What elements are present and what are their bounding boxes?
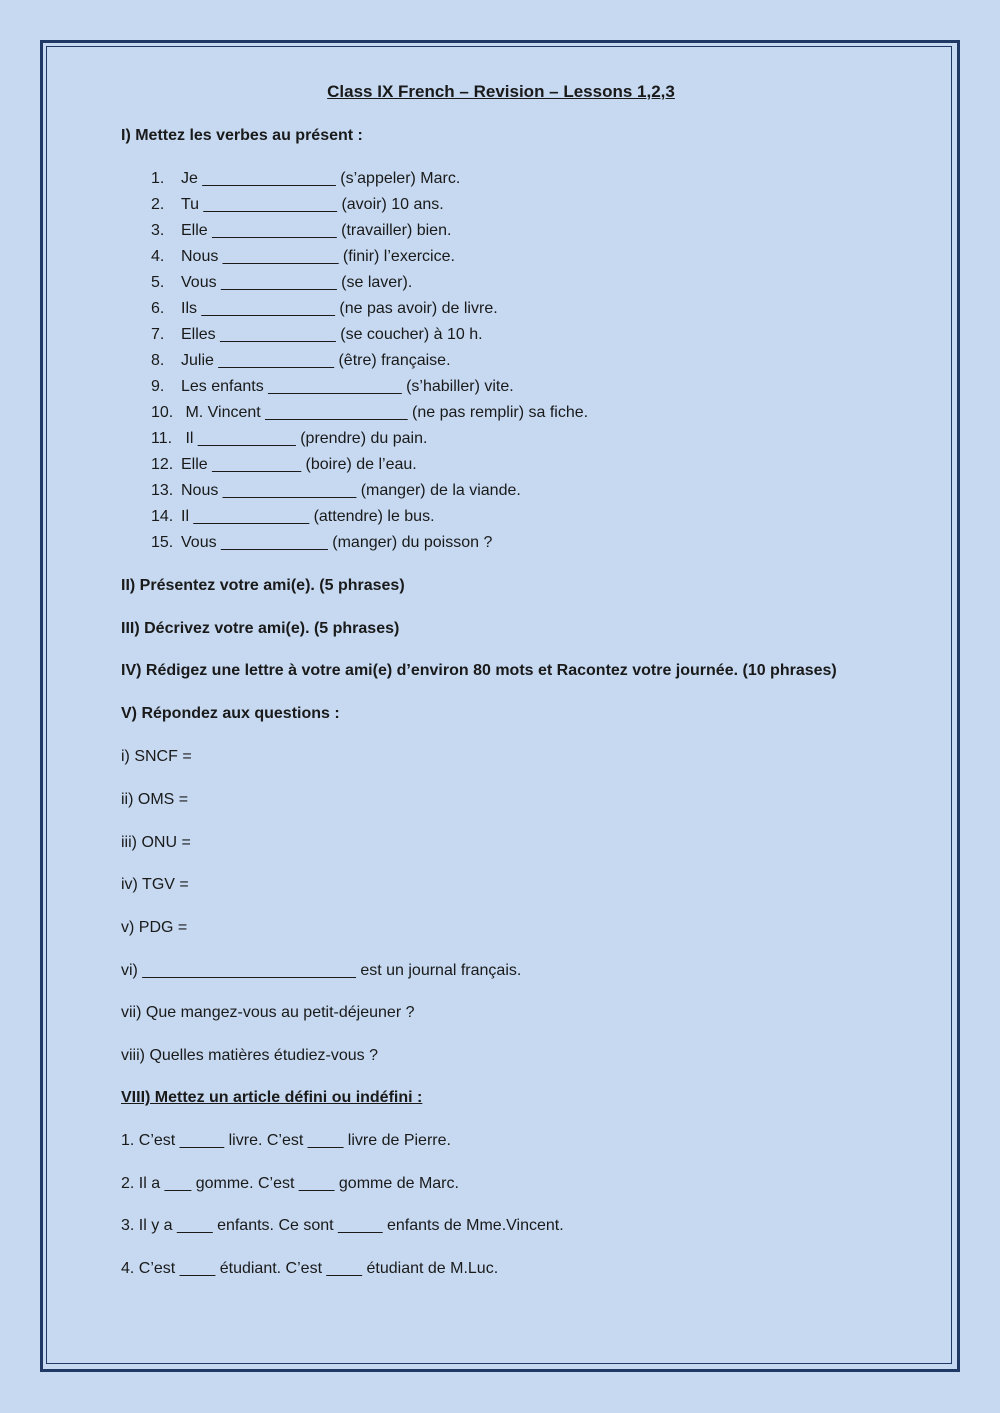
list-item-number: 6. (151, 300, 165, 317)
question-item: iii) ONU = (121, 834, 191, 851)
section-3-heading: III) Décrivez votre ami(e). (5 phrases) (121, 620, 400, 637)
list-item: Je _______________ (s’appeler) Marc. (181, 170, 461, 187)
question-item: ii) OMS = (121, 791, 189, 808)
list-item-number: 10. (151, 404, 174, 421)
list-item-number: 8. (151, 352, 165, 369)
question-item: viii) Quelles matières étudiez-vous ? (121, 1047, 378, 1064)
list-item: Nous _______________ (manger) de la viande. (181, 482, 521, 499)
list-item: Vous _____________ (se laver). (181, 274, 413, 291)
section-4-heading: IV) Rédigez une lettre à votre ami(e) d’environ 80 mots et Racontez votre journée. (10 phrases) (121, 662, 837, 679)
list-item-number: 15. (151, 534, 174, 551)
question-item: vi) ________________________ est un journal français. (121, 962, 522, 979)
section-8-heading: VIII) Mettez un article défini ou indéfini : (121, 1089, 423, 1106)
list-item: Les enfants _______________ (s’habiller) vite. (181, 378, 514, 395)
question-item: i) SNCF = (121, 748, 192, 765)
section-1-heading: I) Mettez les verbes au présent : (121, 127, 363, 144)
list-item: Elle __________ (boire) de l’eau. (181, 456, 417, 473)
list-item-number: 4. (151, 248, 165, 265)
list-item-number: 1. (151, 170, 165, 187)
list-item: M. Vincent ________________ (ne pas remplir) sa fiche. (181, 404, 589, 421)
page-title: Class IX French – Revision – Lessons 1,2,3 (327, 82, 675, 101)
question-item: vii) Que mangez-vous au petit-déjeuner ? (121, 1004, 415, 1021)
list-item-number: 5. (151, 274, 165, 291)
list-item: Ils _______________ (ne pas avoir) de livre. (181, 300, 498, 317)
list-item: Il ___________ (prendre) du pain. (181, 430, 428, 447)
question-item: v) PDG = (121, 919, 188, 936)
list-item-number: 11. (151, 430, 173, 447)
article-exercise-item: 1. C’est _____ livre. C’est ____ livre de Pierre. (121, 1132, 451, 1149)
list-item-number: 7. (151, 326, 165, 343)
section-2-heading: II) Présentez votre ami(e). (5 phrases) (121, 577, 405, 594)
article-exercise-item: 3. Il y a ____ enfants. Ce sont _____ enfants de Mme.Vincent. (121, 1217, 564, 1234)
list-item-number: 12. (151, 456, 174, 473)
list-item: Il _____________ (attendre) le bus. (181, 508, 435, 525)
list-item-number: 13. (151, 482, 174, 499)
section-5-heading: V) Répondez aux questions : (121, 705, 340, 722)
list-item: Vous ____________ (manger) du poisson ? (181, 534, 493, 551)
article-exercise-item: 2. Il a ___ gomme. C’est ____ gomme de Marc. (121, 1175, 459, 1192)
list-item-number: 2. (151, 196, 165, 213)
list-item-number: 3. (151, 222, 165, 239)
list-item-number: 14. (151, 508, 174, 525)
list-item: Nous _____________ (finir) l’exercice. (181, 248, 455, 265)
list-item: Elles _____________ (se coucher) à 10 h. (181, 326, 483, 343)
list-item-number: 9. (151, 378, 165, 395)
list-item: Elle ______________ (travailler) bien. (181, 222, 452, 239)
list-item: Julie _____________ (être) française. (181, 352, 451, 369)
article-exercise-item: 4. C’est ____ étudiant. C’est ____ étudiant de M.Luc. (121, 1260, 499, 1277)
question-item: iv) TGV = (121, 876, 189, 893)
list-item: Tu _______________ (avoir) 10 ans. (181, 196, 444, 213)
